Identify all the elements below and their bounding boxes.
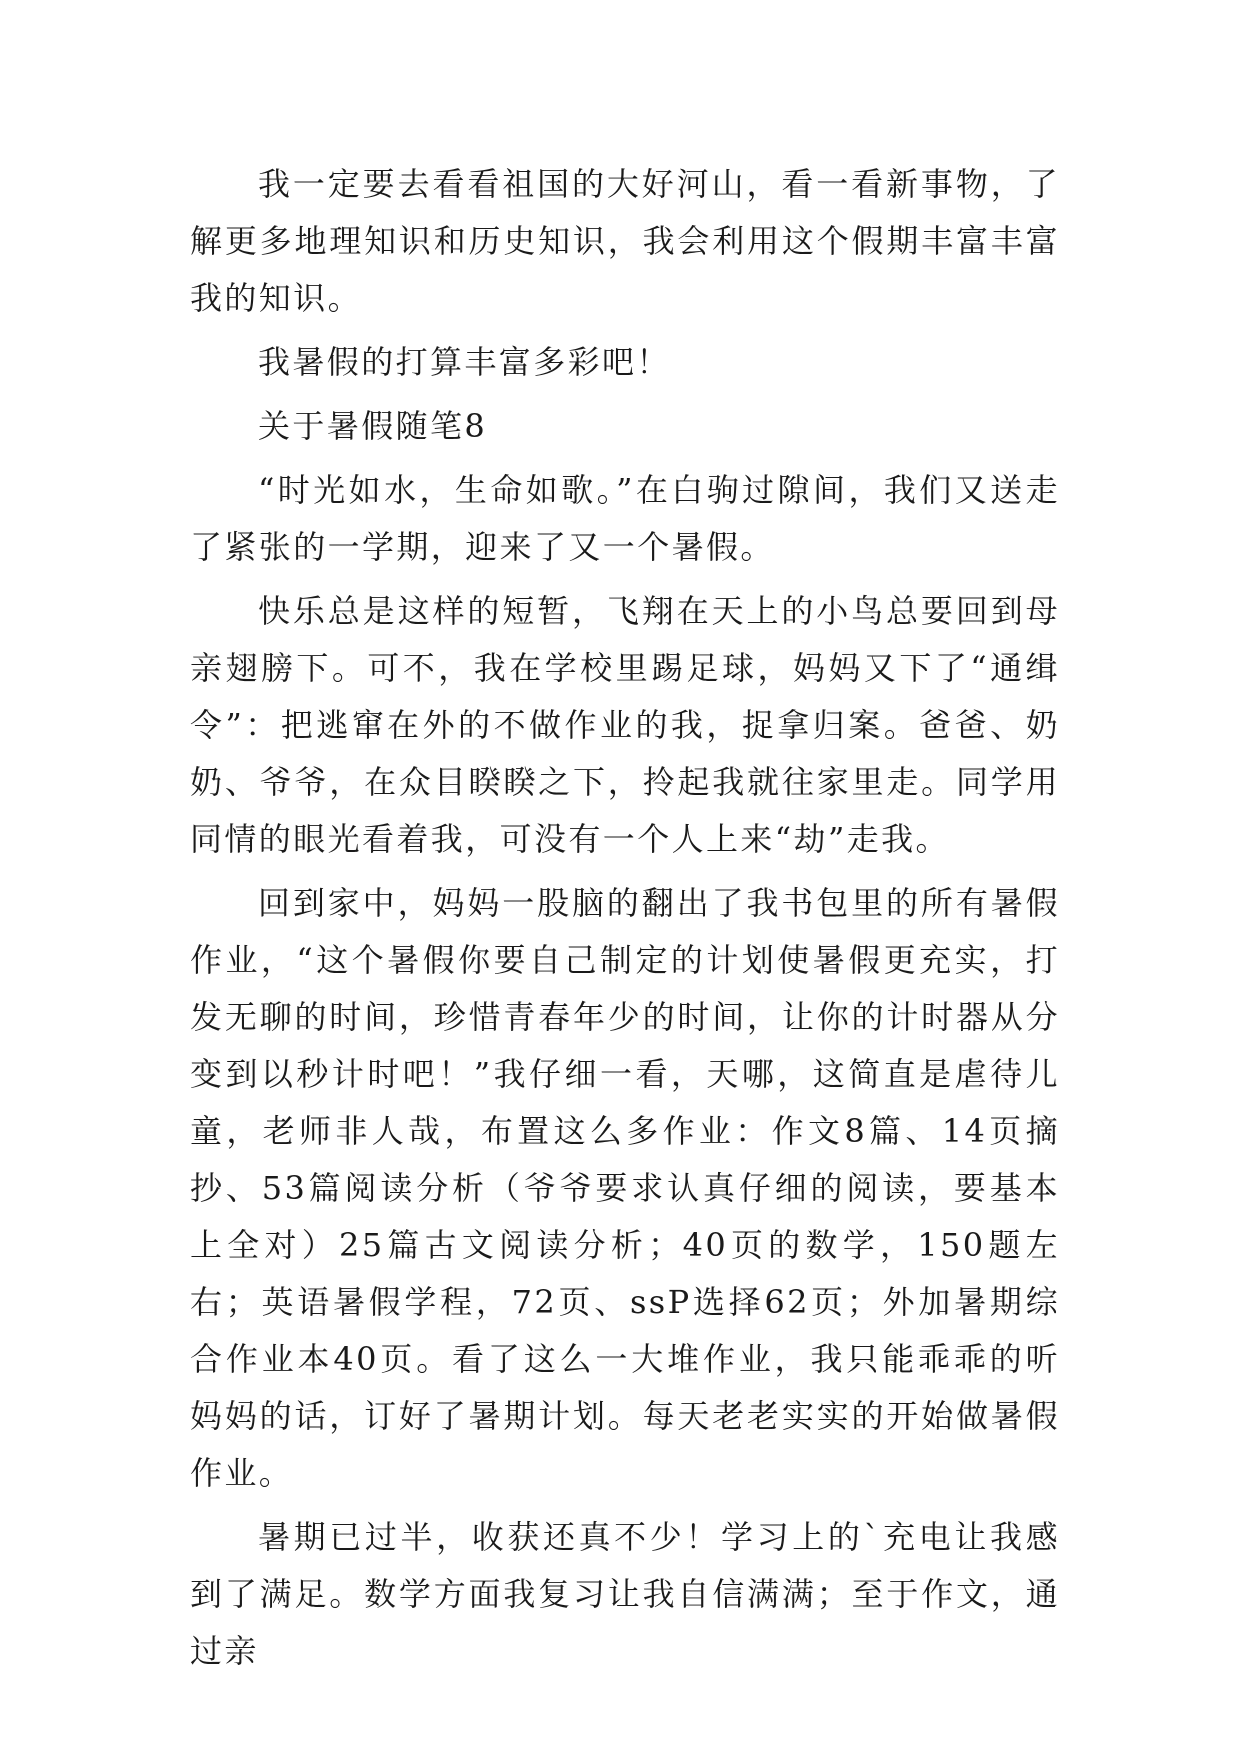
paragraph: 快乐总是这样的短暂，飞翔在天上的小鸟总要回到母亲翅膀下。可不，我在学校里踢足球，妈妈又下了“通缉令”：把逃窜在外的不做作业的我，捉拿归案。爸爸、奶奶、爷爷，在众目睽睽之下，拎起我就往家里走。同学用同情的眼光看着我，可没有一个人上来“劫”走我。 bbox=[190, 592, 1060, 858]
paragraph: 我一定要去看看祖国的大好河山，看一看新事物，了解更多地理知识和历史知识，我会利用这个假期丰富丰富我的知识。 bbox=[190, 165, 1060, 317]
paragraph: 回到家中，妈妈一股脑的翻出了我书包里的所有暑假作业，“这个暑假你要自己制定的计划使暑假更充实，打发无聊的时间，珍惜青春年少的时间，让你的计时器从分变到以秒计时吧！”我仔细一看，天哪，这简直是虐待儿童，老师非人哉，布置这么多作业：作文8篇、14页摘抄、53篇阅读分析（爷爷要求认真仔细的阅读，要基本上全对）25篇古文阅读分析；40页的数学，150题左右；英语暑假学程，72页、ssP选择62页；外加暑期综合作业本40页。看了这么一大堆作业，我只能乖乖的听妈妈的话，订好了暑期计划。每天老老实实的开始做暑假作业。 bbox=[190, 884, 1060, 1492]
document-body bbox=[190, 156, 1060, 1687]
paragraph: “时光如水，生命如歌。”在白驹过隙间，我们又送走了紧张的一学期，迎来了又一个暑假。 bbox=[190, 471, 1060, 566]
paragraph: 暑期已过半，收获还真不少！学习上的`充电让我感到了满足。数学方面我复习让我自信满满；至于作文，通过亲 bbox=[190, 1518, 1060, 1670]
paragraph: 我暑假的打算丰富多彩吧！ bbox=[258, 343, 671, 381]
section-heading: 关于暑假随笔8 bbox=[258, 407, 488, 445]
